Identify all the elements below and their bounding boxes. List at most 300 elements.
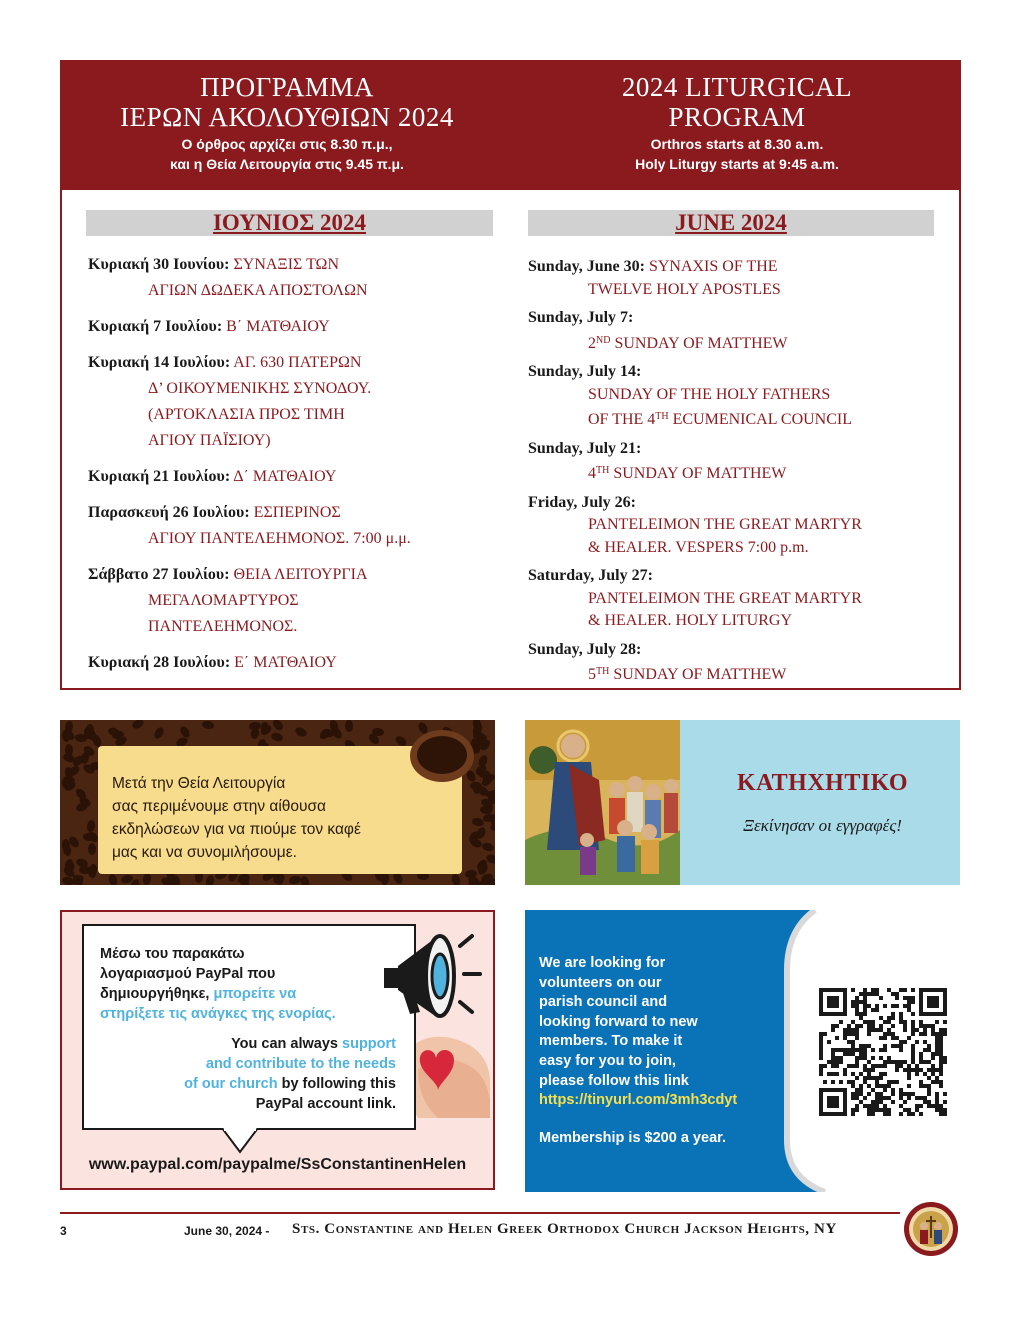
qr-module	[919, 1112, 923, 1116]
qr-module	[923, 1084, 927, 1088]
qr-module	[879, 1056, 883, 1060]
qr-module	[875, 1064, 879, 1068]
qr-module	[847, 1064, 851, 1068]
paypal-link[interactable]: www.paypal.com/paypalme/SsConstantinenHelen	[88, 1156, 467, 1173]
english-title-line2: PROGRAM	[668, 102, 806, 132]
qr-finder-core	[827, 1096, 839, 1108]
qr-module	[919, 1060, 923, 1064]
coffee-bean	[75, 857, 89, 868]
qr-module	[883, 1108, 887, 1112]
liturgical-program	[60, 60, 961, 690]
qr-module	[887, 1016, 891, 1020]
entry-feast: SYNAXIS OF THE	[648, 258, 778, 275]
qr-module	[915, 1096, 919, 1100]
qr-module	[919, 1080, 923, 1084]
qr-module	[899, 1012, 903, 1016]
qr-code-icon[interactable]	[815, 984, 951, 1120]
qr-module	[863, 1020, 867, 1024]
qr-module	[931, 1052, 935, 1056]
qr-module	[895, 992, 899, 996]
qr-module	[943, 1112, 947, 1116]
qr-module	[879, 1100, 883, 1104]
entry-day: Sunday, July 28:	[528, 640, 642, 658]
qr-module	[935, 1036, 939, 1040]
ordinal-suffix: TH	[596, 666, 610, 677]
qr-module	[891, 1092, 895, 1096]
qr-module	[855, 1056, 859, 1060]
entry-line: & HEALER. VESPERS 7:00 p.m.	[588, 538, 809, 556]
qr-module	[819, 1064, 823, 1068]
qr-module	[931, 1056, 935, 1060]
coffee-bean	[88, 843, 96, 855]
qr-module	[875, 1104, 879, 1108]
qr-module	[935, 1080, 939, 1084]
qr-module	[879, 1096, 883, 1100]
qr-module	[879, 1036, 883, 1040]
entry-day: Παρασκευή 26 Ιουλίου:	[88, 504, 250, 521]
qr-module	[875, 1080, 879, 1084]
qr-module	[899, 1112, 903, 1116]
qr-module	[903, 1108, 907, 1112]
qr-module	[903, 1004, 907, 1008]
qr-module	[863, 1080, 867, 1084]
qr-module	[907, 1072, 911, 1076]
qr-module	[907, 1008, 911, 1012]
entry-line	[528, 460, 938, 486]
qr-module	[883, 1036, 887, 1040]
qr-module	[935, 1108, 939, 1112]
qr-module	[931, 1104, 935, 1108]
qr-module	[891, 1016, 895, 1020]
qr-module	[831, 1080, 835, 1084]
qr-module	[915, 1072, 919, 1076]
qr-module	[911, 996, 915, 1000]
qr-module	[851, 1000, 855, 1004]
qr-module	[851, 1032, 855, 1036]
qr-module	[819, 1044, 823, 1048]
qr-module	[847, 1028, 851, 1032]
qr-module	[919, 1056, 923, 1060]
coffee-bean	[272, 720, 286, 732]
english-header	[512, 72, 962, 174]
entry-line: ΑΓΙΟΥ ΠΑΝΤΕΛΕΗΜΟΝΟΣ. 7:00 μ.μ.	[148, 530, 411, 547]
qr-module	[887, 1084, 891, 1088]
hands-heart-icon	[408, 1010, 490, 1118]
qr-module	[847, 1032, 851, 1036]
entry-line	[528, 330, 938, 356]
volunteer-link[interactable]: https://tinyurl.com/3mh3cdyt	[539, 1092, 738, 1109]
schedule-entry	[88, 500, 498, 552]
qr-module	[943, 1032, 947, 1036]
qr-module	[855, 1036, 859, 1040]
qr-module	[939, 1112, 943, 1116]
entry-feast: ΣΥΝΑΞΙΣ ΤΩΝ	[233, 256, 339, 273]
qr-module	[831, 1064, 835, 1068]
greek-title-line1: ΠΡΟΓΡΑΜΜΑ	[200, 72, 374, 102]
qr-module	[907, 1108, 911, 1112]
qr-module	[935, 1104, 939, 1108]
qr-module	[863, 1064, 867, 1068]
ordinal-number: 5	[588, 666, 596, 683]
qr-module	[895, 1068, 899, 1072]
entry-line: TWELVE HOLY APOSTLES	[588, 280, 781, 298]
qr-module	[855, 1008, 859, 1012]
schedule-entry	[528, 639, 938, 687]
qr-module	[891, 1032, 895, 1036]
qr-module	[851, 1072, 855, 1076]
qr-module	[903, 1020, 907, 1024]
qr-module	[879, 1084, 883, 1088]
qr-module	[919, 1024, 923, 1028]
qr-module	[903, 996, 907, 1000]
qr-module	[939, 1056, 943, 1060]
qr-module	[879, 1108, 883, 1112]
volunteer-line: looking forward to new	[539, 1013, 698, 1030]
coffee-bean	[288, 875, 301, 885]
qr-module	[939, 1064, 943, 1068]
qr-module	[907, 1112, 911, 1116]
qr-module	[863, 1012, 867, 1016]
entry-day: Saturday, July 27:	[528, 567, 653, 584]
volunteer-line: We are looking for	[539, 955, 666, 971]
qr-module	[831, 1052, 835, 1056]
entry-line: ΜΕΓΑΛΟΜΑΡΤΥΡΟΣ	[148, 592, 299, 609]
qr-module	[935, 1044, 939, 1048]
qr-module	[939, 1036, 943, 1040]
catechism-title: ΚΑΤΗΧΗΤΙΚΟ	[737, 770, 908, 796]
qr-module	[899, 1020, 903, 1024]
qr-module	[863, 1052, 867, 1056]
megaphone-icon	[380, 926, 484, 1018]
qr-module	[855, 1104, 859, 1108]
qr-module	[871, 1076, 875, 1080]
qr-module	[871, 1100, 875, 1104]
qr-module	[879, 1064, 883, 1068]
qr-module	[839, 1080, 843, 1084]
qr-module	[911, 1032, 915, 1036]
qr-module	[855, 1000, 859, 1004]
qr-module	[887, 1108, 891, 1112]
coffee-bean	[131, 720, 145, 730]
qr-module	[871, 992, 875, 996]
qr-module	[919, 1052, 923, 1056]
qr-module	[907, 1036, 911, 1040]
paypal-english-text	[96, 1034, 396, 1114]
qr-module	[863, 1076, 867, 1080]
qr-module	[863, 1048, 867, 1052]
entry-day: Κυριακή 28 Ιουλίου:	[88, 654, 231, 671]
qr-module	[919, 1032, 923, 1036]
qr-module	[887, 1060, 891, 1064]
qr-module	[851, 1028, 855, 1032]
qr-module	[875, 1108, 879, 1112]
coffee-bean	[171, 875, 181, 885]
schedule-entry	[88, 650, 498, 676]
qr-module	[859, 1000, 863, 1004]
schedule-entry	[528, 361, 938, 432]
qr-module	[819, 1048, 823, 1052]
qr-module	[935, 1052, 939, 1056]
qr-module	[931, 1032, 935, 1036]
qr-module	[899, 1092, 903, 1096]
qr-module	[819, 1052, 823, 1056]
qr-module	[859, 1048, 863, 1052]
qr-module	[899, 1048, 903, 1052]
qr-module	[839, 1048, 843, 1052]
english-liturgy-time: Holy Liturgy starts at 9:45 a.m.	[635, 156, 839, 172]
volunteer-line: volunteers on our	[539, 974, 662, 991]
entry-line: PANTELEIMON THE GREAT MARTYR	[588, 589, 862, 607]
qr-module	[871, 1048, 875, 1052]
qr-module	[903, 988, 907, 992]
english-month-heading: JUNE 2024	[528, 210, 934, 236]
greek-title-line2: ΙΕΡΩΝ ΑΚΟΛΟΥΘΙΩΝ 2024	[120, 102, 454, 132]
qr-module	[871, 1104, 875, 1108]
qr-module	[883, 1088, 887, 1092]
qr-module	[939, 1072, 943, 1076]
volunteer-line: members. To make it	[539, 1033, 683, 1050]
qr-module	[855, 1012, 859, 1016]
qr-module	[935, 1068, 939, 1072]
qr-module	[911, 1056, 915, 1060]
qr-module	[887, 1112, 891, 1116]
qr-module	[831, 1048, 835, 1052]
qr-module	[931, 1028, 935, 1032]
coffee-bean	[345, 720, 353, 732]
entry-feast: Δ΄ ΜΑΤΘΑΙΟΥ	[233, 468, 337, 485]
qr-module	[863, 1056, 867, 1060]
greek-orthros-time: Ο όρθρος αρχίζει στις 8.30 π.μ.,	[181, 136, 393, 152]
christ-with-children-icon	[525, 720, 680, 885]
entry-line: (ΑΡΤΟΚΛΑΣΙΑ ΠΡΟΣ ΤΙΜΗ	[148, 406, 345, 423]
qr-module	[871, 1068, 875, 1072]
qr-module	[935, 1040, 939, 1044]
qr-module	[923, 1024, 927, 1028]
qr-module	[895, 1004, 899, 1008]
coffee-bean	[61, 843, 71, 856]
qr-module	[927, 1024, 931, 1028]
qr-module	[883, 1032, 887, 1036]
qr-module	[939, 1032, 943, 1036]
qr-module	[831, 1056, 835, 1060]
entry-day: Κυριακή 30 Ιουνίου:	[88, 256, 230, 273]
qr-module	[907, 1064, 911, 1068]
greek-month-heading: ΙΟΥΝΙΟΣ 2024	[86, 210, 493, 236]
qr-module	[823, 1080, 827, 1084]
qr-module	[919, 1020, 923, 1024]
entry-feast: Β΄ ΜΑΤΘΑΙΟΥ	[226, 318, 330, 335]
schedule-entry	[88, 464, 498, 490]
entry-feast: ΑΓ. 630 ΠΑΤΕΡΩΝ	[233, 354, 362, 371]
qr-module	[851, 1080, 855, 1084]
qr-finder-core	[927, 996, 939, 1008]
ordinal-suffix: ND	[596, 334, 611, 346]
schedule-entry	[528, 565, 938, 633]
qr-module	[871, 1028, 875, 1032]
qr-module	[839, 1020, 843, 1024]
qr-module	[887, 1056, 891, 1060]
qr-module	[943, 1092, 947, 1096]
qr-module	[855, 1032, 859, 1036]
qr-module	[911, 1092, 915, 1096]
qr-module	[851, 1020, 855, 1024]
qr-module	[927, 1104, 931, 1108]
ordinal-suffix: TH	[655, 411, 669, 422]
entry-day: Κυριακή 7 Ιουλίου:	[88, 318, 223, 335]
qr-module	[867, 1072, 871, 1076]
qr-module	[931, 1068, 935, 1072]
qr-module	[943, 1028, 947, 1032]
qr-module	[855, 996, 859, 1000]
church-seal-icon	[902, 1200, 960, 1258]
entry-feast: ΘΕΙΑ ΛΕΙΤΟΥΡΓΙΑ	[233, 566, 368, 583]
qr-module	[899, 1088, 903, 1092]
qr-module	[867, 1068, 871, 1072]
qr-module	[871, 988, 875, 992]
coffee-line: σας περιμένουμε στην αίθουσα	[112, 798, 327, 815]
qr-module	[895, 1080, 899, 1084]
qr-module	[939, 1048, 943, 1052]
paypal-greek-line: λογαριασμού PayPal που	[100, 966, 276, 982]
catechism-notice	[525, 720, 960, 885]
qr-module	[875, 1004, 879, 1008]
qr-module	[935, 1048, 939, 1052]
ordinal-rest: SUNDAY OF MATTHEW	[610, 334, 788, 352]
qr-module	[911, 1048, 915, 1052]
qr-module	[831, 1060, 835, 1064]
qr-module	[863, 992, 867, 996]
qr-module	[939, 1080, 943, 1084]
qr-module	[863, 1096, 867, 1100]
qr-module	[819, 1056, 823, 1060]
qr-module	[863, 1044, 867, 1048]
qr-module	[903, 1060, 907, 1064]
qr-module	[887, 1096, 891, 1100]
qr-module	[843, 1052, 847, 1056]
qr-module	[843, 1048, 847, 1052]
entry-day: Σάββατο 27 Ιουλίου:	[88, 566, 230, 583]
qr-module	[875, 1100, 879, 1104]
qr-module	[943, 1108, 947, 1112]
qr-module	[915, 1068, 919, 1072]
greek-schedule	[88, 252, 498, 686]
ordinal-prefix: OF THE 4	[588, 411, 656, 428]
qr-module	[871, 1020, 875, 1024]
coffee-liquid	[417, 736, 467, 774]
paypal-english-highlight: of our church	[184, 1076, 278, 1092]
ordinal-number: 4	[588, 465, 596, 482]
qr-module	[847, 1052, 851, 1056]
qr-module	[939, 1084, 943, 1088]
qr-module	[911, 1052, 915, 1056]
qr-module	[883, 1044, 887, 1048]
qr-module	[939, 1044, 943, 1048]
qr-module	[835, 1060, 839, 1064]
qr-module	[919, 1068, 923, 1072]
qr-module	[851, 1064, 855, 1068]
qr-module	[875, 1096, 879, 1100]
qr-module	[851, 1044, 855, 1048]
qr-module	[855, 1088, 859, 1092]
qr-module	[935, 1076, 939, 1080]
entry-day: Sunday, June 30:	[528, 258, 645, 275]
qr-module	[827, 1040, 831, 1044]
paypal-greek-highlight: μπορείτε να	[213, 986, 297, 1002]
qr-module	[919, 1104, 923, 1108]
coffee-bean	[270, 732, 284, 744]
volunteer-line: parish council and	[539, 994, 668, 1011]
qr-module	[867, 1032, 871, 1036]
qr-module	[891, 1044, 895, 1048]
qr-module	[851, 1092, 855, 1096]
paypal-greek-highlight: στηρίξετε τις ανάγκες της ενορίας.	[100, 1006, 336, 1022]
qr-module	[879, 1048, 883, 1052]
qr-module	[859, 1084, 863, 1088]
coffee-bean	[481, 841, 495, 852]
qr-module	[903, 1092, 907, 1096]
qr-module	[851, 1096, 855, 1100]
schedule-entry	[528, 256, 938, 301]
english-title-line1: 2024 LITURGICAL	[621, 72, 853, 102]
qr-module	[867, 992, 871, 996]
qr-module	[871, 1008, 875, 1012]
qr-module	[895, 1064, 899, 1068]
qr-module	[891, 1100, 895, 1104]
qr-module	[823, 1064, 827, 1068]
qr-module	[899, 1060, 903, 1064]
qr-module	[939, 1104, 943, 1108]
qr-module	[883, 1096, 887, 1100]
entry-line: & HEALER. HOLY LITURGY	[588, 612, 792, 629]
qr-module	[887, 1080, 891, 1084]
qr-module	[895, 1060, 899, 1064]
qr-module	[907, 1084, 911, 1088]
qr-module	[827, 1060, 831, 1064]
entry-day: Sunday, July 7:	[528, 309, 634, 326]
qr-module	[871, 1024, 875, 1028]
qr-module	[935, 1092, 939, 1096]
qr-module	[915, 1040, 919, 1044]
schedule-entry	[88, 350, 498, 454]
qr-module	[879, 1024, 883, 1028]
ordinal-rest: SUNDAY OF MATTHEW	[609, 666, 787, 683]
qr-module	[847, 1048, 851, 1052]
qr-module	[911, 1044, 915, 1048]
qr-module	[879, 1016, 883, 1020]
qr-module	[883, 1104, 887, 1108]
entry-line: SUNDAY OF THE HOLY FATHERS	[588, 385, 831, 403]
qr-module	[827, 1072, 831, 1076]
paypal-english-plain: You can always	[231, 1036, 343, 1052]
qr-module	[883, 1020, 887, 1024]
qr-module	[891, 1012, 895, 1016]
greek-liturgy-time: και η Θεία Λειτουργία στις 9.45 π.μ.	[170, 156, 404, 172]
coffee-line: εκδηλώσεων για να πιούμε τον καφέ	[112, 821, 361, 838]
qr-module	[899, 1104, 903, 1108]
qr-module	[867, 1076, 871, 1080]
coffee-bean	[142, 872, 152, 885]
paypal-english-line	[96, 1074, 396, 1094]
qr-module	[887, 1020, 891, 1024]
qr-module	[859, 1024, 863, 1028]
qr-module	[915, 1064, 919, 1068]
qr-module	[899, 1016, 903, 1020]
volunteer-line: please follow this link	[539, 1072, 689, 1089]
qr-module	[923, 1100, 927, 1104]
coffee-bean	[275, 873, 285, 885]
qr-module	[855, 1024, 859, 1028]
qr-module	[939, 1060, 943, 1064]
